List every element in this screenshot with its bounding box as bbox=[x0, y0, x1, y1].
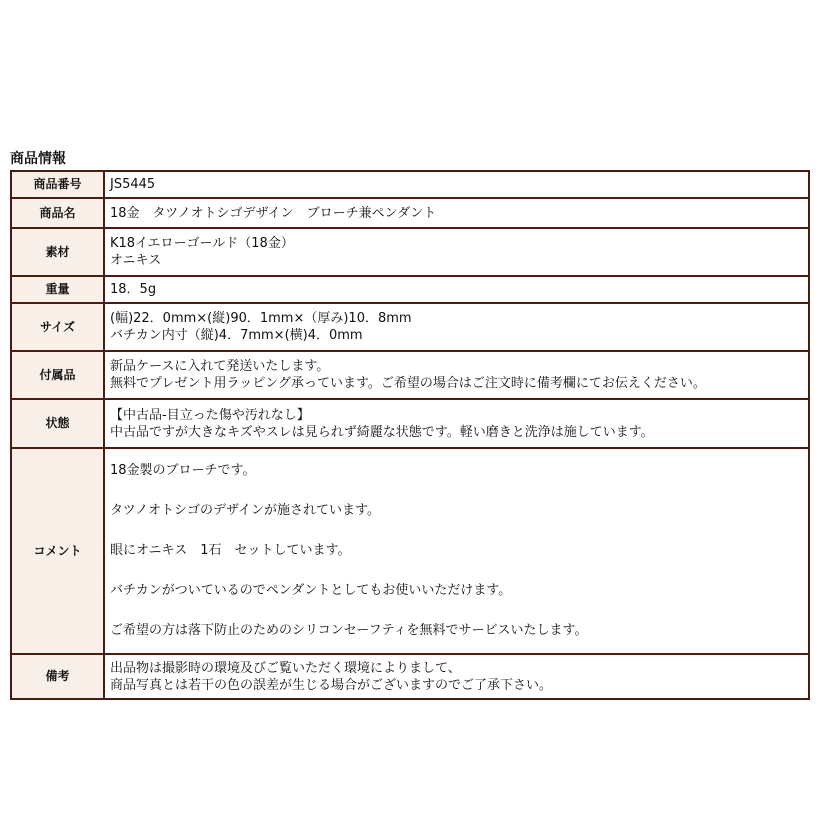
value-line: 新品ケースに入れて発送いたします。 bbox=[110, 359, 330, 374]
row-product-number bbox=[11, 171, 809, 198]
row-remarks bbox=[11, 654, 809, 699]
value-line: バチカン内寸（縦)4．7mm×(横)4．0mm bbox=[110, 328, 363, 343]
value-line: (幅)22．0mm×(縦)90．1mm×（厚み)10．8mm bbox=[110, 311, 412, 326]
value-accessories bbox=[104, 351, 809, 399]
label-remarks: 備考 bbox=[11, 654, 104, 699]
product-info-table bbox=[10, 170, 810, 700]
value-line: 18．5g bbox=[110, 282, 157, 297]
value-product-number bbox=[104, 171, 809, 198]
value-weight bbox=[104, 276, 809, 303]
label-accessories: 付属品 bbox=[11, 351, 104, 399]
value-line: 18金製のブローチです。 bbox=[110, 463, 256, 478]
value-line: 眼にオニキス 1石 セットしています。 bbox=[110, 543, 351, 558]
value-size bbox=[104, 303, 809, 351]
value-material bbox=[104, 228, 809, 276]
value-line: バチカンがついているのでペンダントとしてもお使いいただけます。 bbox=[110, 583, 512, 598]
value-line: ご希望の方は落下防止のためのシリコンセーフティを無料でサービスいたします。 bbox=[110, 623, 588, 638]
label-size: サイズ bbox=[11, 303, 104, 351]
value-line: 商品写真とは若干の色の誤差が生じる場合がございますのでご了承下さい。 bbox=[110, 677, 553, 693]
row-size bbox=[11, 303, 809, 351]
label-weight: 重量 bbox=[11, 276, 104, 303]
value-line: タツノオトシゴのデザインが施されています。 bbox=[110, 503, 381, 518]
row-accessories bbox=[11, 351, 809, 399]
section-title: 商品情報 bbox=[10, 151, 66, 167]
label-condition: 状態 bbox=[11, 399, 104, 448]
row-weight bbox=[11, 276, 809, 303]
value-comment bbox=[104, 448, 809, 654]
row-condition bbox=[11, 399, 809, 448]
row-material bbox=[11, 228, 809, 276]
value-line: 【中古品-目立った傷や汚れなし】 bbox=[110, 407, 310, 423]
value-line: JS5445 bbox=[110, 177, 156, 192]
value-line: K18イエローゴールド（18金） bbox=[110, 236, 294, 251]
label-product-name: 商品名 bbox=[11, 198, 104, 228]
label-material: 素材 bbox=[11, 228, 104, 276]
row-product-name bbox=[11, 198, 809, 228]
label-product-number: 商品番号 bbox=[11, 171, 104, 198]
value-line: 中古品ですが大きなキズやスレは見られず綺麗な状態です。軽い磨きと洗浄は施しています。 bbox=[110, 424, 654, 440]
value-line: 出品物は撮影時の環境及びご覧いただく環境によりまして、 bbox=[110, 660, 461, 676]
value-condition bbox=[104, 399, 809, 448]
value-line: 無料でプレゼント用ラッピング承っています。ご希望の場合はご注文時に備考欄にてお伝えください。 bbox=[110, 376, 706, 391]
label-comment: コメント bbox=[11, 448, 104, 654]
value-line: オニキス bbox=[110, 253, 162, 268]
value-product-name bbox=[104, 198, 809, 228]
value-remarks bbox=[104, 654, 809, 699]
row-comment bbox=[11, 448, 809, 654]
value-line: 18金 タツノオトシゴデザイン ブローチ兼ペンダント bbox=[110, 205, 437, 221]
